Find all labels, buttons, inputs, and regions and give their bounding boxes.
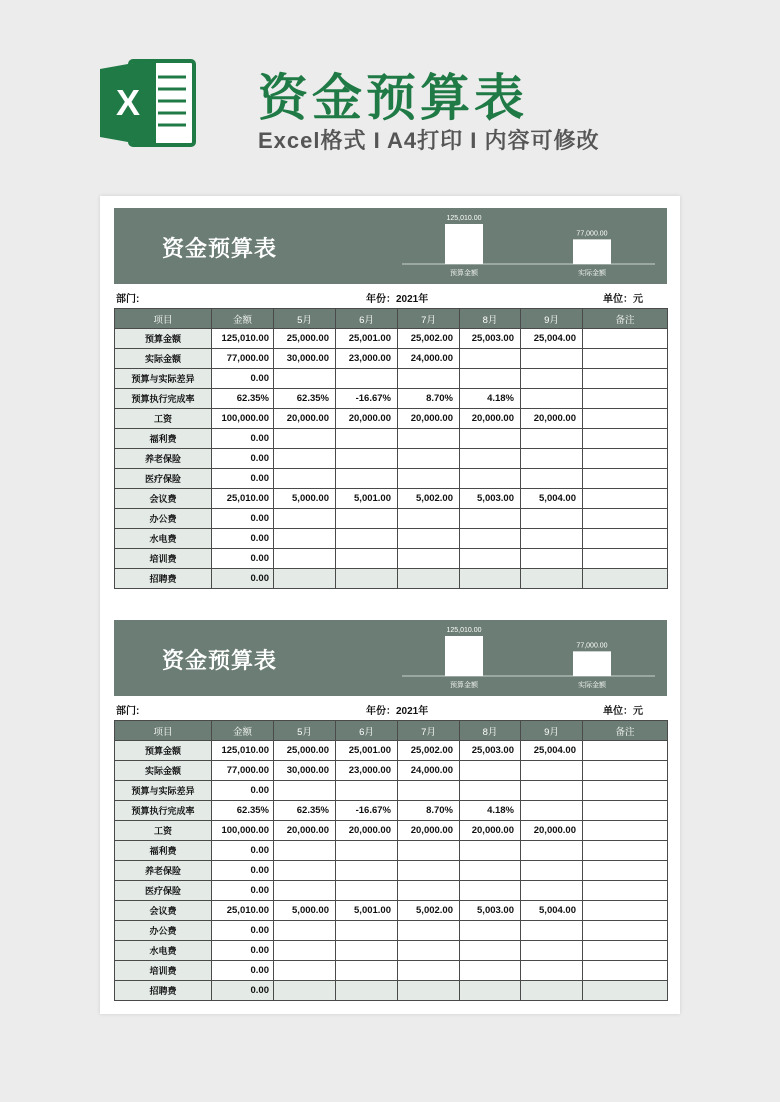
row-label[interactable]: 招聘费	[115, 981, 212, 1001]
row-label[interactable]: 预算执行完成率	[115, 389, 212, 409]
value-cell[interactable]: 0.00	[212, 549, 274, 569]
value-cell[interactable]: 30,000.00	[274, 761, 336, 781]
value-cell[interactable]: 62.35%	[274, 801, 336, 821]
value-cell[interactable]: 0.00	[212, 781, 274, 801]
table-row	[115, 509, 668, 529]
value-cell[interactable]	[274, 881, 336, 901]
row-label[interactable]: 培训费	[115, 549, 212, 569]
row-label[interactable]: 医疗保险	[115, 881, 212, 901]
value-cell[interactable]: 62.35%	[212, 389, 274, 409]
value-cell[interactable]	[521, 941, 583, 961]
remark-cell[interactable]	[583, 509, 668, 529]
year-label: 年份：2021年	[366, 706, 429, 717]
column-header: 8月	[460, 309, 521, 329]
value-cell[interactable]	[460, 449, 521, 469]
column-header: 8月	[460, 721, 521, 741]
remark-cell[interactable]	[583, 761, 668, 781]
remark-cell[interactable]	[583, 921, 668, 941]
column-header: 7月	[398, 721, 460, 741]
logo-letter: X	[115, 82, 141, 123]
remark-cell[interactable]	[583, 861, 668, 881]
meta-row	[114, 284, 667, 308]
table-row	[115, 881, 668, 901]
remark-cell[interactable]	[583, 841, 668, 861]
value-cell[interactable]	[460, 981, 521, 1001]
remark-cell[interactable]	[583, 529, 668, 549]
column-header: 6月	[336, 721, 398, 741]
table-row	[115, 429, 668, 449]
sheet-title: 资金预算表	[162, 236, 278, 261]
table-row	[115, 801, 668, 821]
value-cell[interactable]: 5,000.00	[274, 489, 336, 509]
value-cell[interactable]	[398, 549, 460, 569]
value-cell[interactable]: -16.67%	[336, 801, 398, 821]
unit-label: 单位：元	[603, 706, 643, 717]
value-cell[interactable]	[336, 529, 398, 549]
column-header: 5月	[274, 309, 336, 329]
column-header: 5月	[274, 721, 336, 741]
value-cell[interactable]: 62.35%	[212, 801, 274, 821]
value-cell[interactable]	[398, 881, 460, 901]
value-cell[interactable]	[521, 861, 583, 881]
value-cell[interactable]: 0.00	[212, 841, 274, 861]
value-cell[interactable]	[521, 761, 583, 781]
remark-cell[interactable]	[583, 429, 668, 449]
value-cell[interactable]: 0.00	[212, 369, 274, 389]
value-cell[interactable]	[460, 509, 521, 529]
value-cell[interactable]: 5,003.00	[460, 901, 521, 921]
value-cell[interactable]: 0.00	[212, 941, 274, 961]
value-cell[interactable]: 25,001.00	[336, 741, 398, 761]
value-cell[interactable]	[336, 509, 398, 529]
dept-label: 部门:	[116, 294, 140, 305]
value-cell[interactable]	[274, 509, 336, 529]
value-cell[interactable]: 125,010.00	[212, 741, 274, 761]
table-row	[115, 469, 668, 489]
table-row	[115, 761, 668, 781]
value-cell[interactable]	[521, 369, 583, 389]
value-cell[interactable]	[521, 961, 583, 981]
mini-bar-chart	[402, 620, 667, 696]
value-cell[interactable]: 25,010.00	[212, 489, 274, 509]
value-cell[interactable]	[336, 429, 398, 449]
value-cell[interactable]: 77,000.00	[212, 761, 274, 781]
value-cell[interactable]	[460, 549, 521, 569]
remark-cell[interactable]	[583, 781, 668, 801]
value-cell[interactable]	[274, 369, 336, 389]
value-cell[interactable]	[274, 941, 336, 961]
value-cell[interactable]	[336, 921, 398, 941]
chart-category-label: 实际金额	[578, 270, 606, 277]
value-cell[interactable]: 0.00	[212, 861, 274, 881]
value-cell[interactable]	[398, 429, 460, 449]
value-cell[interactable]	[274, 961, 336, 981]
value-cell[interactable]	[274, 529, 336, 549]
value-cell[interactable]	[274, 449, 336, 469]
remark-cell[interactable]	[583, 349, 668, 369]
budget-block-2	[114, 620, 667, 1001]
table-row	[115, 901, 668, 921]
value-cell[interactable]: 0.00	[212, 429, 274, 449]
value-cell[interactable]	[336, 469, 398, 489]
table-row	[115, 861, 668, 881]
value-cell[interactable]: 0.00	[212, 961, 274, 981]
value-cell[interactable]	[398, 449, 460, 469]
remark-cell[interactable]	[583, 801, 668, 821]
column-header: 备注	[583, 721, 668, 741]
chart-bar	[445, 224, 483, 264]
value-cell[interactable]	[460, 469, 521, 489]
table-row	[115, 741, 668, 761]
value-cell[interactable]	[460, 781, 521, 801]
value-cell[interactable]	[336, 841, 398, 861]
column-header: 金额	[212, 309, 274, 329]
row-label[interactable]: 福利费	[115, 429, 212, 449]
remark-cell[interactable]	[583, 449, 668, 469]
table-row	[115, 921, 668, 941]
remark-cell[interactable]	[583, 469, 668, 489]
table-row	[115, 981, 668, 1001]
remark-cell[interactable]	[583, 329, 668, 349]
remark-cell[interactable]	[583, 941, 668, 961]
value-cell[interactable]	[398, 961, 460, 981]
value-cell[interactable]	[274, 861, 336, 881]
value-cell[interactable]	[274, 781, 336, 801]
value-cell[interactable]	[460, 369, 521, 389]
table-row	[115, 349, 668, 369]
value-cell[interactable]: 0.00	[212, 469, 274, 489]
remark-cell[interactable]	[583, 981, 668, 1001]
column-header: 6月	[336, 309, 398, 329]
chart-data-label: 77,000.00	[576, 642, 608, 650]
promo-header	[0, 0, 780, 195]
remark-cell[interactable]	[583, 369, 668, 389]
value-cell[interactable]	[460, 841, 521, 861]
row-label[interactable]: 招聘费	[115, 569, 212, 589]
value-cell[interactable]	[398, 921, 460, 941]
value-cell[interactable]	[274, 981, 336, 1001]
value-cell[interactable]: -16.67%	[336, 389, 398, 409]
value-cell[interactable]	[336, 961, 398, 981]
value-cell[interactable]	[521, 529, 583, 549]
meta-row	[114, 696, 667, 720]
value-cell[interactable]: 25,003.00	[460, 741, 521, 761]
value-cell[interactable]	[460, 961, 521, 981]
value-cell[interactable]	[336, 881, 398, 901]
remark-cell[interactable]	[583, 821, 668, 841]
value-cell[interactable]	[521, 349, 583, 369]
column-header: 7月	[398, 309, 460, 329]
value-cell[interactable]	[336, 569, 398, 589]
budget-block-1	[114, 208, 667, 589]
value-cell[interactable]: 24,000.00	[398, 349, 460, 369]
row-label[interactable]: 办公费	[115, 921, 212, 941]
value-cell[interactable]: 125,010.00	[212, 329, 274, 349]
value-cell[interactable]	[521, 781, 583, 801]
value-cell[interactable]	[274, 569, 336, 589]
budget-table	[114, 720, 668, 1001]
value-cell[interactable]	[398, 529, 460, 549]
header-row	[115, 721, 668, 741]
value-cell[interactable]	[398, 781, 460, 801]
value-cell[interactable]	[398, 569, 460, 589]
value-cell[interactable]: 8.70%	[398, 389, 460, 409]
remark-cell[interactable]	[583, 901, 668, 921]
value-cell[interactable]: 25,000.00	[274, 329, 336, 349]
table-row	[115, 941, 668, 961]
value-cell[interactable]	[398, 981, 460, 1001]
row-label[interactable]: 预算执行完成率	[115, 801, 212, 821]
header-row	[115, 309, 668, 329]
value-cell[interactable]	[336, 941, 398, 961]
value-cell[interactable]	[521, 509, 583, 529]
table-row	[115, 449, 668, 469]
spreadsheet-page	[100, 196, 680, 1014]
value-cell[interactable]: 62.35%	[274, 389, 336, 409]
value-cell[interactable]: 25,002.00	[398, 741, 460, 761]
value-cell[interactable]: 0.00	[212, 569, 274, 589]
promo-title: 资金预算表	[258, 70, 528, 126]
column-header: 9月	[521, 721, 583, 741]
value-cell[interactable]: 20,000.00	[460, 409, 521, 429]
value-cell[interactable]	[336, 781, 398, 801]
value-cell[interactable]: 4.18%	[460, 801, 521, 821]
row-label[interactable]: 预算金额	[115, 741, 212, 761]
chart-data-label: 125,010.00	[446, 215, 482, 222]
value-cell[interactable]: 4.18%	[460, 389, 521, 409]
value-cell[interactable]: 30,000.00	[274, 349, 336, 369]
value-cell[interactable]	[460, 349, 521, 369]
value-cell[interactable]: 23,000.00	[336, 349, 398, 369]
chart-category-label: 实际金额	[578, 682, 606, 689]
value-cell[interactable]: 20,000.00	[460, 821, 521, 841]
chart-category-label: 预算金额	[450, 682, 478, 689]
table-row	[115, 529, 668, 549]
row-label[interactable]: 水电费	[115, 941, 212, 961]
value-cell[interactable]: 20,000.00	[336, 409, 398, 429]
value-cell[interactable]: 5,004.00	[521, 489, 583, 509]
row-label[interactable]: 培训费	[115, 961, 212, 981]
value-cell[interactable]: 0.00	[212, 881, 274, 901]
value-cell[interactable]	[460, 881, 521, 901]
value-cell[interactable]: 20,000.00	[274, 409, 336, 429]
value-cell[interactable]	[521, 449, 583, 469]
remark-cell[interactable]	[583, 489, 668, 509]
value-cell[interactable]	[274, 921, 336, 941]
value-cell[interactable]: 20,000.00	[521, 821, 583, 841]
value-cell[interactable]	[460, 861, 521, 881]
value-cell[interactable]: 5,002.00	[398, 489, 460, 509]
value-cell[interactable]	[398, 469, 460, 489]
chart-bar	[445, 636, 483, 676]
value-cell[interactable]: 77,000.00	[212, 349, 274, 369]
value-cell[interactable]	[336, 549, 398, 569]
chart-bar	[573, 651, 611, 676]
value-cell[interactable]: 25,003.00	[460, 329, 521, 349]
remark-cell[interactable]	[583, 741, 668, 761]
table-row	[115, 409, 668, 429]
value-cell[interactable]: 20,000.00	[398, 409, 460, 429]
value-cell[interactable]	[521, 801, 583, 821]
value-cell[interactable]	[336, 981, 398, 1001]
value-cell[interactable]: 5,001.00	[336, 901, 398, 921]
mini-bar-chart	[402, 208, 667, 284]
value-cell[interactable]: 20,000.00	[336, 821, 398, 841]
value-cell[interactable]	[274, 841, 336, 861]
column-header: 项目	[115, 309, 212, 329]
table-row	[115, 961, 668, 981]
value-cell[interactable]: 20,000.00	[398, 821, 460, 841]
value-cell[interactable]	[521, 921, 583, 941]
row-label[interactable]: 养老保险	[115, 449, 212, 469]
value-cell[interactable]: 8.70%	[398, 801, 460, 821]
value-cell[interactable]: 5,000.00	[274, 901, 336, 921]
value-cell[interactable]	[521, 881, 583, 901]
value-cell[interactable]	[521, 569, 583, 589]
value-cell[interactable]	[398, 941, 460, 961]
value-cell[interactable]	[274, 469, 336, 489]
value-cell[interactable]	[398, 369, 460, 389]
value-cell[interactable]	[398, 861, 460, 881]
value-cell[interactable]: 0.00	[212, 449, 274, 469]
unit-label: 单位：元	[603, 294, 643, 305]
chart-category-label: 预算金额	[450, 270, 478, 277]
row-label[interactable]: 实际金额	[115, 349, 212, 369]
row-label[interactable]: 预算与实际差异	[115, 369, 212, 389]
table-row	[115, 569, 668, 589]
value-cell[interactable]	[398, 509, 460, 529]
row-label[interactable]: 预算金额	[115, 329, 212, 349]
value-cell[interactable]	[460, 529, 521, 549]
remark-cell[interactable]	[583, 549, 668, 569]
row-label[interactable]: 会议费	[115, 901, 212, 921]
value-cell[interactable]: 0.00	[212, 529, 274, 549]
chart-data-label: 125,010.00	[446, 627, 482, 634]
remark-cell[interactable]	[583, 569, 668, 589]
budget-table	[114, 308, 668, 589]
value-cell[interactable]: 25,000.00	[274, 741, 336, 761]
table-row	[115, 329, 668, 349]
row-label[interactable]: 办公费	[115, 509, 212, 529]
value-cell[interactable]: 5,004.00	[521, 901, 583, 921]
value-cell[interactable]: 0.00	[212, 981, 274, 1001]
row-label[interactable]: 福利费	[115, 841, 212, 861]
table-row	[115, 781, 668, 801]
row-label[interactable]: 工资	[115, 409, 212, 429]
excel-logo-icon	[100, 55, 200, 151]
value-cell[interactable]: 25,010.00	[212, 901, 274, 921]
remark-cell[interactable]	[583, 409, 668, 429]
value-cell[interactable]: 25,004.00	[521, 741, 583, 761]
value-cell[interactable]	[336, 449, 398, 469]
value-cell[interactable]: 25,002.00	[398, 329, 460, 349]
year-label: 年份：2021年	[366, 294, 429, 305]
value-cell[interactable]: 25,004.00	[521, 329, 583, 349]
row-label[interactable]: 工资	[115, 821, 212, 841]
value-cell[interactable]: 5,001.00	[336, 489, 398, 509]
remark-cell[interactable]	[583, 961, 668, 981]
table-row	[115, 369, 668, 389]
column-header: 项目	[115, 721, 212, 741]
value-cell[interactable]	[521, 981, 583, 1001]
value-cell[interactable]	[521, 549, 583, 569]
value-cell[interactable]: 5,002.00	[398, 901, 460, 921]
row-label[interactable]: 会议费	[115, 489, 212, 509]
value-cell[interactable]: 24,000.00	[398, 761, 460, 781]
value-cell[interactable]	[398, 841, 460, 861]
table-row	[115, 549, 668, 569]
value-cell[interactable]	[521, 389, 583, 409]
value-cell[interactable]: 0.00	[212, 509, 274, 529]
promo-subtitle: Excel格式 I A4打印 I 内容可修改	[258, 128, 600, 153]
table-row	[115, 841, 668, 861]
value-cell[interactable]	[336, 369, 398, 389]
sheet-title: 资金预算表	[162, 648, 278, 673]
value-cell[interactable]: 23,000.00	[336, 761, 398, 781]
remark-cell[interactable]	[583, 389, 668, 409]
value-cell[interactable]: 20,000.00	[521, 409, 583, 429]
row-label[interactable]: 水电费	[115, 529, 212, 549]
value-cell[interactable]: 25,001.00	[336, 329, 398, 349]
value-cell[interactable]: 100,000.00	[212, 821, 274, 841]
value-cell[interactable]	[460, 429, 521, 449]
value-cell[interactable]: 0.00	[212, 921, 274, 941]
column-header: 9月	[521, 309, 583, 329]
value-cell[interactable]: 5,003.00	[460, 489, 521, 509]
column-header: 备注	[583, 309, 668, 329]
value-cell[interactable]: 20,000.00	[274, 821, 336, 841]
table-row	[115, 821, 668, 841]
value-cell[interactable]	[460, 941, 521, 961]
chart-bar	[573, 239, 611, 264]
value-cell[interactable]	[336, 861, 398, 881]
row-label[interactable]: 预算与实际差异	[115, 781, 212, 801]
value-cell[interactable]: 100,000.00	[212, 409, 274, 429]
title-banner	[114, 208, 667, 284]
value-cell[interactable]	[521, 841, 583, 861]
dept-label: 部门:	[116, 706, 140, 717]
row-label[interactable]: 养老保险	[115, 861, 212, 881]
row-label[interactable]: 实际金额	[115, 761, 212, 781]
value-cell[interactable]	[274, 549, 336, 569]
value-cell[interactable]	[460, 761, 521, 781]
value-cell[interactable]	[460, 569, 521, 589]
column-header: 金额	[212, 721, 274, 741]
value-cell[interactable]	[460, 921, 521, 941]
value-cell[interactable]	[521, 429, 583, 449]
value-cell[interactable]	[521, 469, 583, 489]
remark-cell[interactable]	[583, 881, 668, 901]
chart-data-label: 77,000.00	[576, 230, 608, 238]
value-cell[interactable]	[274, 429, 336, 449]
table-row	[115, 389, 668, 409]
row-label[interactable]: 医疗保险	[115, 469, 212, 489]
title-banner	[114, 620, 667, 696]
table-row	[115, 489, 668, 509]
